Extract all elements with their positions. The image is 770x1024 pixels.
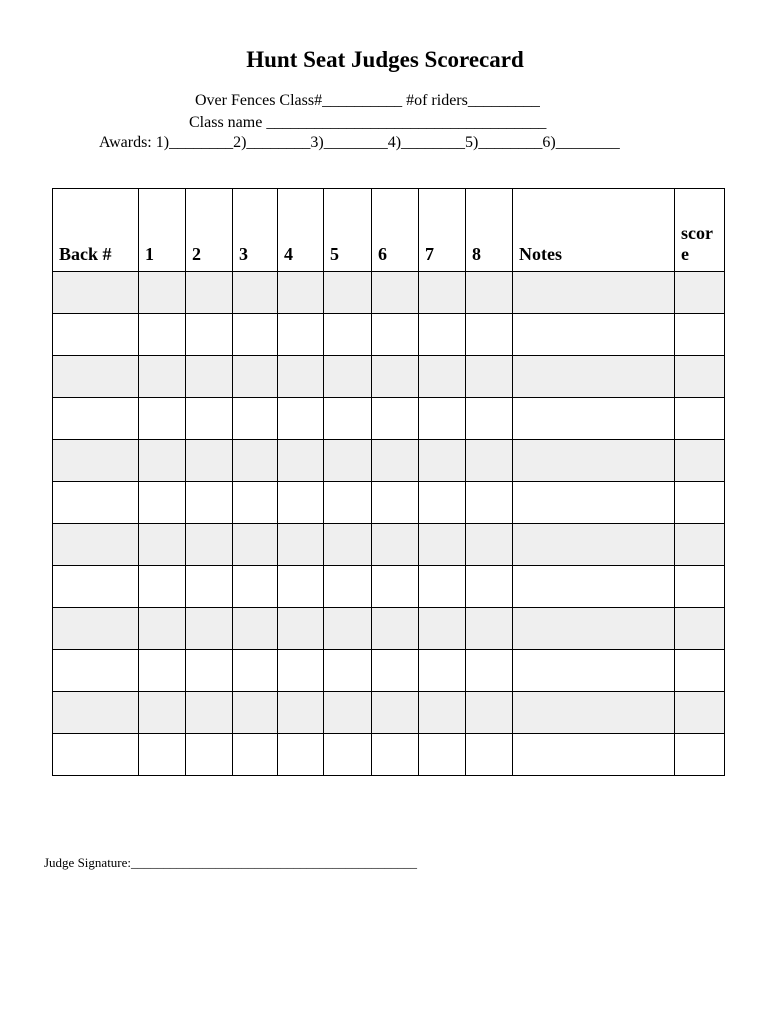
score-cell[interactable]: [324, 650, 372, 692]
score-cell[interactable]: [186, 608, 233, 650]
score-cell[interactable]: [675, 650, 725, 692]
table-row: [53, 692, 725, 734]
score-cell[interactable]: [139, 482, 186, 524]
column-header-7: 7: [419, 189, 466, 272]
column-header-notes: Notes: [513, 189, 675, 272]
score-cell[interactable]: [324, 356, 372, 398]
score-cell[interactable]: [186, 398, 233, 440]
score-cell[interactable]: [513, 608, 675, 650]
score-cell[interactable]: [53, 272, 139, 314]
score-cell[interactable]: [419, 650, 466, 692]
score-cell[interactable]: [675, 356, 725, 398]
score-cell[interactable]: [466, 734, 513, 776]
header-row: [53, 189, 725, 272]
score-cell[interactable]: [372, 650, 419, 692]
score-cell[interactable]: [675, 608, 725, 650]
score-cell[interactable]: [53, 566, 139, 608]
score-cell[interactable]: [513, 314, 675, 356]
score-cell[interactable]: [675, 524, 725, 566]
table-row: [53, 524, 725, 566]
class-number-riders-line: Over Fences Class#__________ #of riders_________: [195, 92, 540, 109]
table-row: [53, 440, 725, 482]
score-cell[interactable]: [186, 650, 233, 692]
score-cell[interactable]: [233, 608, 278, 650]
score-cell[interactable]: [419, 608, 466, 650]
score-cell[interactable]: [324, 734, 372, 776]
score-cell[interactable]: [53, 650, 139, 692]
score-cell[interactable]: [372, 734, 419, 776]
score-cell[interactable]: [139, 608, 186, 650]
score-cell[interactable]: [186, 482, 233, 524]
score-cell[interactable]: [324, 398, 372, 440]
score-cell[interactable]: [278, 272, 324, 314]
column-header-8: 8: [466, 189, 513, 272]
score-cell[interactable]: [53, 356, 139, 398]
score-cell[interactable]: [419, 524, 466, 566]
score-cell[interactable]: [419, 692, 466, 734]
score-cell[interactable]: [233, 482, 278, 524]
score-cell[interactable]: [139, 524, 186, 566]
score-cell[interactable]: [53, 734, 139, 776]
score-cell[interactable]: [139, 314, 186, 356]
score-cell[interactable]: [278, 356, 324, 398]
column-header-1: 1: [139, 189, 186, 272]
score-cell[interactable]: [278, 398, 324, 440]
class-name-line: Class name ___________________________________: [189, 114, 547, 131]
score-cell[interactable]: [324, 692, 372, 734]
score-cell[interactable]: [466, 398, 513, 440]
table-row: [53, 482, 725, 524]
score-cell[interactable]: [233, 566, 278, 608]
score-cell[interactable]: [139, 650, 186, 692]
score-cell[interactable]: [324, 314, 372, 356]
score-cell[interactable]: [233, 314, 278, 356]
score-cell[interactable]: [324, 272, 372, 314]
score-cell[interactable]: [53, 314, 139, 356]
score-cell[interactable]: [139, 692, 186, 734]
score-cell[interactable]: [324, 524, 372, 566]
score-cell[interactable]: [139, 440, 186, 482]
score-cell[interactable]: [675, 734, 725, 776]
score-cell[interactable]: [278, 608, 324, 650]
score-cell[interactable]: [513, 482, 675, 524]
column-header-4: 4: [278, 189, 324, 272]
score-cell[interactable]: [139, 272, 186, 314]
score-cell[interactable]: [466, 314, 513, 356]
score-cell[interactable]: [186, 314, 233, 356]
score-cell[interactable]: [186, 440, 233, 482]
score-cell[interactable]: [278, 692, 324, 734]
score-cell[interactable]: [675, 272, 725, 314]
score-cell[interactable]: [233, 272, 278, 314]
score-cell[interactable]: [139, 398, 186, 440]
score-cell[interactable]: [278, 482, 324, 524]
score-cell[interactable]: [513, 692, 675, 734]
score-cell[interactable]: [675, 566, 725, 608]
score-cell[interactable]: [419, 482, 466, 524]
score-cell[interactable]: [675, 314, 725, 356]
scorecard-table: [52, 188, 725, 776]
score-cell[interactable]: [372, 482, 419, 524]
score-cell[interactable]: [233, 440, 278, 482]
score-cell[interactable]: [233, 650, 278, 692]
score-cell[interactable]: [372, 398, 419, 440]
score-cell[interactable]: [278, 650, 324, 692]
score-cell[interactable]: [419, 314, 466, 356]
score-cell[interactable]: [419, 398, 466, 440]
score-cell[interactable]: [233, 356, 278, 398]
score-cell[interactable]: [513, 440, 675, 482]
column-header-3: 3: [233, 189, 278, 272]
table-row: [53, 734, 725, 776]
score-cell[interactable]: [466, 566, 513, 608]
score-cell[interactable]: [675, 398, 725, 440]
table-row: [53, 398, 725, 440]
score-cell[interactable]: [233, 524, 278, 566]
score-cell[interactable]: [324, 608, 372, 650]
awards-line: Awards: 1)________2)________3)________4)________5)________6)________: [99, 134, 620, 151]
score-cell[interactable]: [186, 356, 233, 398]
score-cell[interactable]: [324, 566, 372, 608]
score-cell[interactable]: [233, 398, 278, 440]
score-cell[interactable]: [466, 440, 513, 482]
score-cell[interactable]: [513, 650, 675, 692]
column-header-score: scor e: [675, 189, 725, 272]
score-cell[interactable]: [186, 692, 233, 734]
table-row: [53, 356, 725, 398]
score-cell[interactable]: [513, 398, 675, 440]
score-cell[interactable]: [278, 524, 324, 566]
judge-signature-line: Judge Signature:____________________________________________: [44, 855, 418, 870]
score-cell[interactable]: [186, 272, 233, 314]
score-cell[interactable]: [324, 440, 372, 482]
column-header-back-number: Back #: [53, 189, 139, 272]
score-cell[interactable]: [466, 482, 513, 524]
table-row: [53, 566, 725, 608]
score-cell[interactable]: [372, 608, 419, 650]
score-cell[interactable]: [278, 566, 324, 608]
score-cell[interactable]: [466, 608, 513, 650]
score-cell[interactable]: [513, 566, 675, 608]
score-cell[interactable]: [372, 524, 419, 566]
score-cell[interactable]: [466, 650, 513, 692]
score-cell[interactable]: [675, 482, 725, 524]
score-cell[interactable]: [419, 440, 466, 482]
score-cell[interactable]: [466, 692, 513, 734]
score-cell[interactable]: [372, 314, 419, 356]
score-cell[interactable]: [186, 566, 233, 608]
column-header-6: 6: [372, 189, 419, 272]
score-cell[interactable]: [139, 566, 186, 608]
score-cell[interactable]: [324, 482, 372, 524]
table-row: [53, 314, 725, 356]
score-cell[interactable]: [233, 692, 278, 734]
score-cell[interactable]: [466, 524, 513, 566]
score-cell[interactable]: [53, 608, 139, 650]
score-cell[interactable]: [675, 440, 725, 482]
score-cell[interactable]: [278, 734, 324, 776]
score-cell[interactable]: [53, 692, 139, 734]
score-cell[interactable]: [53, 524, 139, 566]
score-cell[interactable]: [53, 398, 139, 440]
score-cell[interactable]: [53, 482, 139, 524]
table-row: [53, 272, 725, 314]
score-cell[interactable]: [513, 734, 675, 776]
score-cell[interactable]: [372, 356, 419, 398]
score-cell[interactable]: [513, 272, 675, 314]
score-cell[interactable]: [139, 356, 186, 398]
score-cell[interactable]: [513, 356, 675, 398]
score-cell[interactable]: [372, 272, 419, 314]
column-header-5: 5: [324, 189, 372, 272]
score-cell[interactable]: [675, 692, 725, 734]
score-cell[interactable]: [419, 734, 466, 776]
score-cell[interactable]: [186, 524, 233, 566]
score-cell[interactable]: [278, 440, 324, 482]
score-cell[interactable]: [419, 566, 466, 608]
score-cell[interactable]: [53, 440, 139, 482]
score-cell[interactable]: [419, 356, 466, 398]
score-cell[interactable]: [372, 440, 419, 482]
score-cell[interactable]: [278, 314, 324, 356]
table-row: [53, 608, 725, 650]
column-header-2: 2: [186, 189, 233, 272]
table-row: [53, 650, 725, 692]
score-cell[interactable]: [466, 356, 513, 398]
score-cell[interactable]: [419, 272, 466, 314]
score-cell[interactable]: [186, 734, 233, 776]
score-cell[interactable]: [466, 272, 513, 314]
score-cell[interactable]: [513, 524, 675, 566]
page-title: Hunt Seat Judges Scorecard: [246, 47, 524, 72]
score-cell[interactable]: [139, 734, 186, 776]
score-cell[interactable]: [372, 566, 419, 608]
score-cell[interactable]: [372, 692, 419, 734]
score-cell[interactable]: [233, 734, 278, 776]
